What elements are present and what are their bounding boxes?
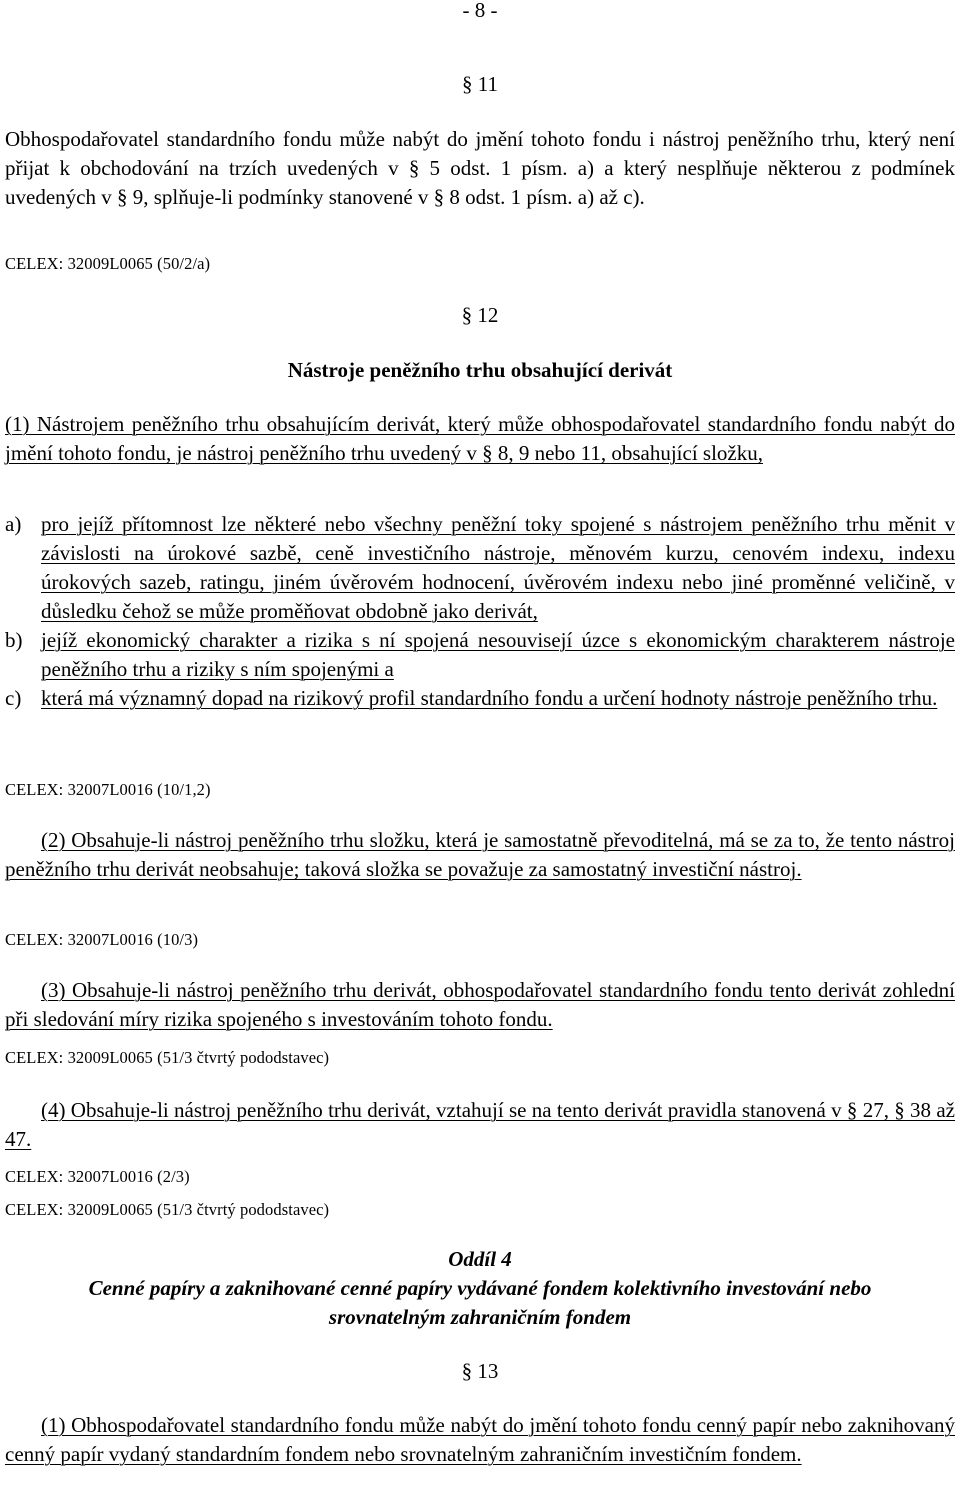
celex-reference: CELEX: 32007L0016 (10/1,2)	[5, 780, 211, 799]
celex-reference: CELEX: 32009L0065 (51/3 čtvrtý pododstavec)	[5, 1048, 330, 1067]
list-item-a	[5, 510, 955, 626]
celex-reference: CELEX: 32007L0016 (2/3)	[5, 1167, 190, 1186]
item-text: jejíž ekonomický charakter a rizika s ní spojená nesouvisejí úzce s ekonomickým charakterem nástroje peněžního trhu a riziky s ním spojenými a	[41, 628, 955, 681]
list-item-c	[5, 684, 955, 713]
item-text: která má významný dopad na rizikový profil standardního fondu a určení hodnoty nástroje peněžního trhu.	[41, 686, 938, 710]
item-label: b)	[5, 628, 23, 652]
celex-reference: CELEX: 32007L0016 (10/3)	[5, 930, 199, 949]
section-13-title: § 13	[461, 1359, 499, 1383]
section-12-paragraph-1: (1) Nástrojem peněžního trhu obsahujícím derivát, který může obhospodařovatel standardního fondu nabýt do jmění tohoto fondu, je nástroj peněžního trhu uvedený v § 8, 9 nebo 11, obsahující složku,	[5, 412, 955, 465]
celex-reference: CELEX: 32009L0065 (50/2/a)	[5, 254, 211, 273]
section-12-title: § 12	[461, 303, 499, 327]
list-item-b	[5, 626, 955, 684]
section-12-paragraph-2: (2) Obsahuje-li nástroj peněžního trhu složku, která je samostatně převoditelná, má se za to, že tento nástroj peněžního trhu derivát neobsahuje; taková složka se považuje za samostatný investiční nástroj.	[5, 828, 955, 881]
item-list	[5, 510, 955, 713]
section-12-paragraph-4: (4) Obsahuje-li nástroj peněžního trhu derivát, vztahují se na tento derivát pravidla stanovená v § 27, § 38 až 47.	[5, 1098, 955, 1151]
item-text: pro jejíž přítomnost lze některé nebo všechny peněžní toky spojené s nástrojem peněžního trhu měnit v závislosti na úrokové sazbě, ceně investičního nástroje, měnovém kurzu, cenovém indexu, indexu úrokových sazeb, ratingu, jiném úvěrovém hodnocení, úvěrovém indexu nebo jiné proměnné veličině, v důsledku čehož se může proměňovat obdobně jako derivát,	[41, 512, 955, 623]
section-13-paragraph-1: (1) Obhospodařovatel standardního fondu může nabýt do jmění tohoto fondu cenný papír nebo zaknihovaný cenný papír vydaný standardním fondem nebo srovnatelným zahraničním investičním fondem.	[5, 1413, 955, 1466]
section-11-title: § 11	[462, 72, 498, 96]
division-subtitle-line-2: srovnatelným zahraničním fondem	[328, 1305, 632, 1329]
division-subtitle-line-1: Cenné papíry a zaknihované cenné papíry vydávané fondem kolektivního investování nebo	[88, 1276, 872, 1300]
division-title: Oddíl 4	[448, 1247, 512, 1271]
page-number: - 8 -	[462, 0, 498, 22]
section-12-heading: Nástroje peněžního trhu obsahující derivát	[287, 358, 673, 382]
section-12-paragraph-3: (3) Obsahuje-li nástroj peněžního trhu derivát, obhospodařovatel standardního fondu tento derivát zohlední při sledování míry rizika spojeného s investováním tohoto fondu.	[5, 978, 955, 1031]
celex-reference: CELEX: 32009L0065 (51/3 čtvrtý pododstavec)	[5, 1200, 330, 1219]
section-11-text: Obhospodařovatel standardního fondu může nabýt do jmění tohoto fondu i nástroj peněžního trhu, který není přijat k obchodování na trzích uvedených v § 5 odst. 1 písm. a) a který nesplňuje některou z podmínek uvedených v § 9, splňuje-li podmínky stanovené v § 8 odst. 1 písm. a) až c).	[5, 127, 955, 209]
item-label: a)	[5, 512, 22, 536]
item-label: c)	[5, 686, 22, 710]
